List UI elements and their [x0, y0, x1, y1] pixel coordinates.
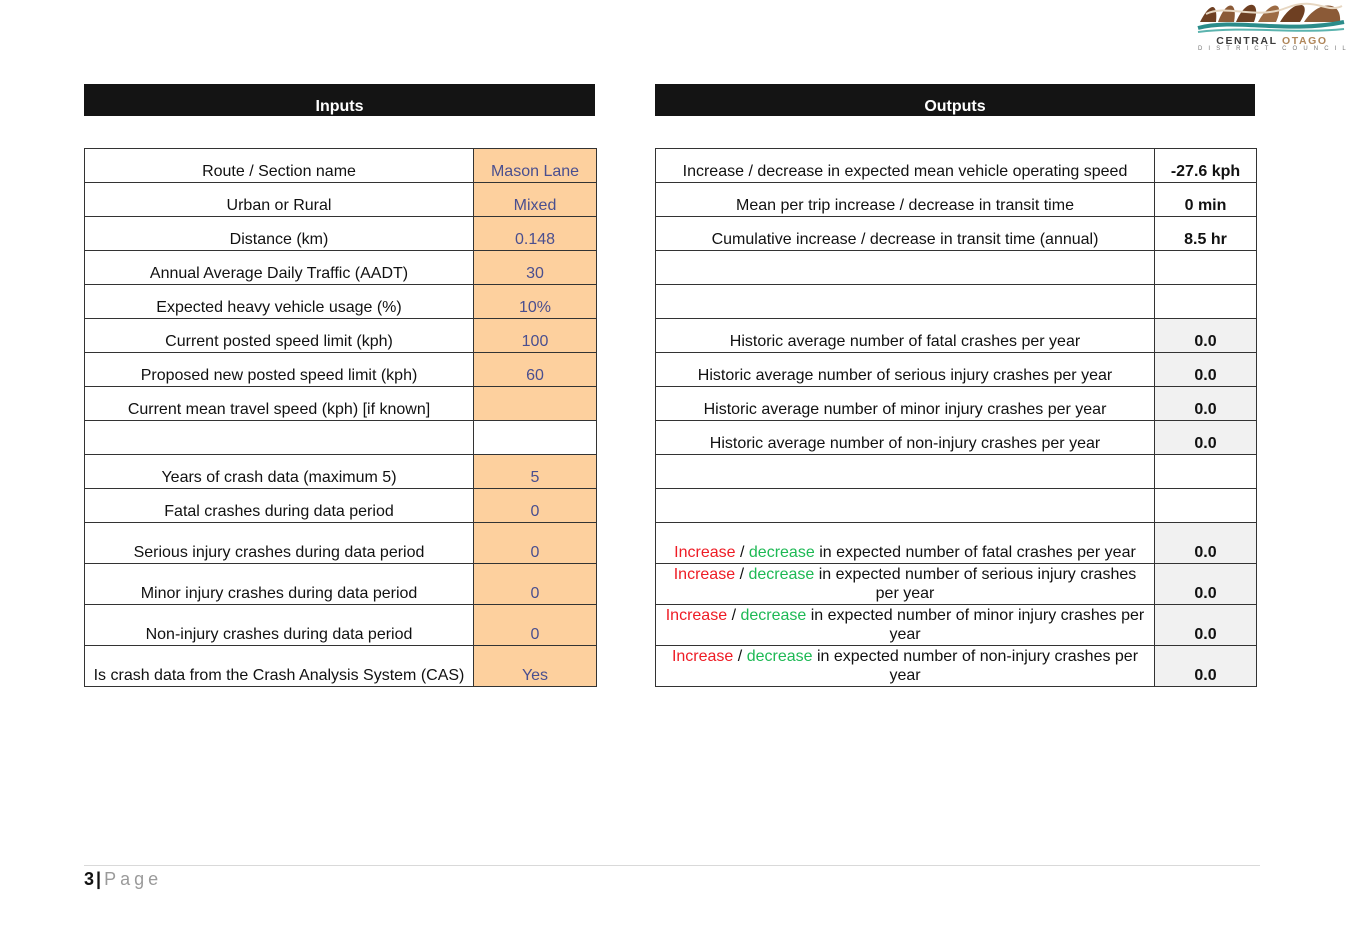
input-label: Serious injury crashes during data period — [85, 523, 474, 564]
page-word: Page — [104, 869, 163, 889]
input-value[interactable]: Mixed — [474, 183, 597, 217]
input-value[interactable]: 0 — [474, 523, 597, 564]
logo-subtitle: DISTRICT COUNCIL — [1198, 46, 1352, 52]
input-value[interactable]: Yes — [474, 646, 597, 687]
input-value[interactable]: 60 — [474, 353, 597, 387]
table-row — [85, 564, 597, 605]
output-label: Cumulative increase / decrease in transit time (annual) — [656, 217, 1155, 251]
output-label — [656, 455, 1155, 489]
input-label: Proposed new posted speed limit (kph) — [85, 353, 474, 387]
input-value[interactable]: 30 — [474, 251, 597, 285]
table-row — [85, 489, 597, 523]
table-row — [656, 217, 1257, 251]
logo-name: CENTRAL OTAGO — [1216, 35, 1328, 47]
output-label: Increase / decrease in expected mean vehicle operating speed — [656, 149, 1155, 183]
table-row — [656, 387, 1257, 421]
output-value: 0.0 — [1155, 605, 1257, 646]
table-row — [656, 489, 1257, 523]
council-logo — [1196, 0, 1352, 56]
table-row — [656, 523, 1257, 564]
input-label: Current mean travel speed (kph) [if known] — [85, 387, 474, 421]
input-value[interactable]: Mason Lane — [474, 149, 597, 183]
table-row — [656, 646, 1257, 687]
table-row — [656, 605, 1257, 646]
output-value: 0.0 — [1155, 387, 1257, 421]
footer-separator: | — [96, 869, 102, 889]
output-label: Increase / decrease in expected number of serious injury crashes per year — [656, 564, 1155, 605]
output-value: 0.0 — [1155, 523, 1257, 564]
input-value[interactable]: 100 — [474, 319, 597, 353]
input-value[interactable]: 10% — [474, 285, 597, 319]
table-row — [85, 149, 597, 183]
increase-word: Increase — [674, 544, 736, 561]
page-footer — [84, 869, 162, 890]
outputs-table — [655, 148, 1257, 687]
output-label — [656, 285, 1155, 319]
table-row — [656, 149, 1257, 183]
output-value: 0.0 — [1155, 646, 1257, 687]
decrease-word: decrease — [748, 566, 815, 583]
output-label: Historic average number of minor injury crashes per year — [656, 387, 1155, 421]
input-label: Fatal crashes during data period — [85, 489, 474, 523]
increase-word: Increase — [665, 607, 728, 624]
output-label — [656, 251, 1155, 285]
output-value — [1155, 285, 1257, 319]
output-value: 0.0 — [1155, 421, 1257, 455]
input-label: Minor injury crashes during data period — [85, 564, 474, 605]
table-row — [656, 455, 1257, 489]
outputs-header: Outputs — [655, 84, 1255, 116]
table-row — [85, 285, 597, 319]
output-value — [1155, 251, 1257, 285]
decrease-word: decrease — [748, 544, 815, 561]
input-label: Urban or Rural — [85, 183, 474, 217]
input-value[interactable]: 0.148 — [474, 217, 597, 251]
table-row — [656, 183, 1257, 217]
table-row — [656, 251, 1257, 285]
decrease-word: decrease — [740, 607, 807, 624]
logo-mark-icon — [1196, 0, 1346, 34]
table-row — [85, 183, 597, 217]
output-label: Historic average number of fatal crashes per year — [656, 319, 1155, 353]
input-label: Current posted speed limit (kph) — [85, 319, 474, 353]
table-row — [656, 285, 1257, 319]
input-value[interactable]: 0 — [474, 605, 597, 646]
output-label: Increase / decrease in expected number of fatal crashes per year — [656, 523, 1155, 564]
output-value: 8.5 hr — [1155, 217, 1257, 251]
input-label: Years of crash data (maximum 5) — [85, 455, 474, 489]
output-value: -27.6 kph — [1155, 149, 1257, 183]
table-row — [656, 564, 1257, 605]
output-value — [1155, 455, 1257, 489]
increase-word: Increase — [673, 566, 736, 583]
output-value — [1155, 489, 1257, 523]
page-number: 3 — [84, 869, 95, 889]
input-label: Annual Average Daily Traffic (AADT) — [85, 251, 474, 285]
input-value[interactable] — [474, 387, 597, 421]
table-row — [85, 319, 597, 353]
output-label: Historic average number of serious injury crashes per year — [656, 353, 1155, 387]
input-label: Route / Section name — [85, 149, 474, 183]
output-label: Increase / decrease in expected number of non-injury crashes per year — [656, 646, 1155, 687]
input-label — [85, 421, 474, 455]
increase-word: Increase — [671, 648, 734, 665]
output-value: 0.0 — [1155, 319, 1257, 353]
table-row — [656, 353, 1257, 387]
table-row — [85, 251, 597, 285]
input-value[interactable]: 0 — [474, 489, 597, 523]
input-label: Expected heavy vehicle usage (%) — [85, 285, 474, 319]
table-row — [85, 421, 597, 455]
input-value — [474, 421, 597, 455]
table-row — [85, 605, 597, 646]
table-row — [85, 387, 597, 421]
inputs-table — [84, 148, 597, 687]
input-label: Is crash data from the Crash Analysis System (CAS) — [85, 646, 474, 687]
table-row — [656, 319, 1257, 353]
output-label: Increase / decrease in expected number of minor injury crashes per year — [656, 605, 1155, 646]
input-label: Non-injury crashes during data period — [85, 605, 474, 646]
table-row — [85, 353, 597, 387]
output-value: 0 min — [1155, 183, 1257, 217]
table-row — [85, 455, 597, 489]
table-row — [85, 646, 597, 687]
input-value[interactable]: 5 — [474, 455, 597, 489]
output-label: Historic average number of non-injury crashes per year — [656, 421, 1155, 455]
footer-divider — [84, 865, 1260, 866]
output-label — [656, 489, 1155, 523]
output-value: 0.0 — [1155, 353, 1257, 387]
table-row — [85, 217, 597, 251]
input-value[interactable]: 0 — [474, 564, 597, 605]
decrease-word: decrease — [746, 648, 813, 665]
table-row — [656, 421, 1257, 455]
input-label: Distance (km) — [85, 217, 474, 251]
table-row — [85, 523, 597, 564]
output-value: 0.0 — [1155, 564, 1257, 605]
output-label: Mean per trip increase / decrease in transit time — [656, 183, 1155, 217]
inputs-header: Inputs — [84, 84, 595, 116]
